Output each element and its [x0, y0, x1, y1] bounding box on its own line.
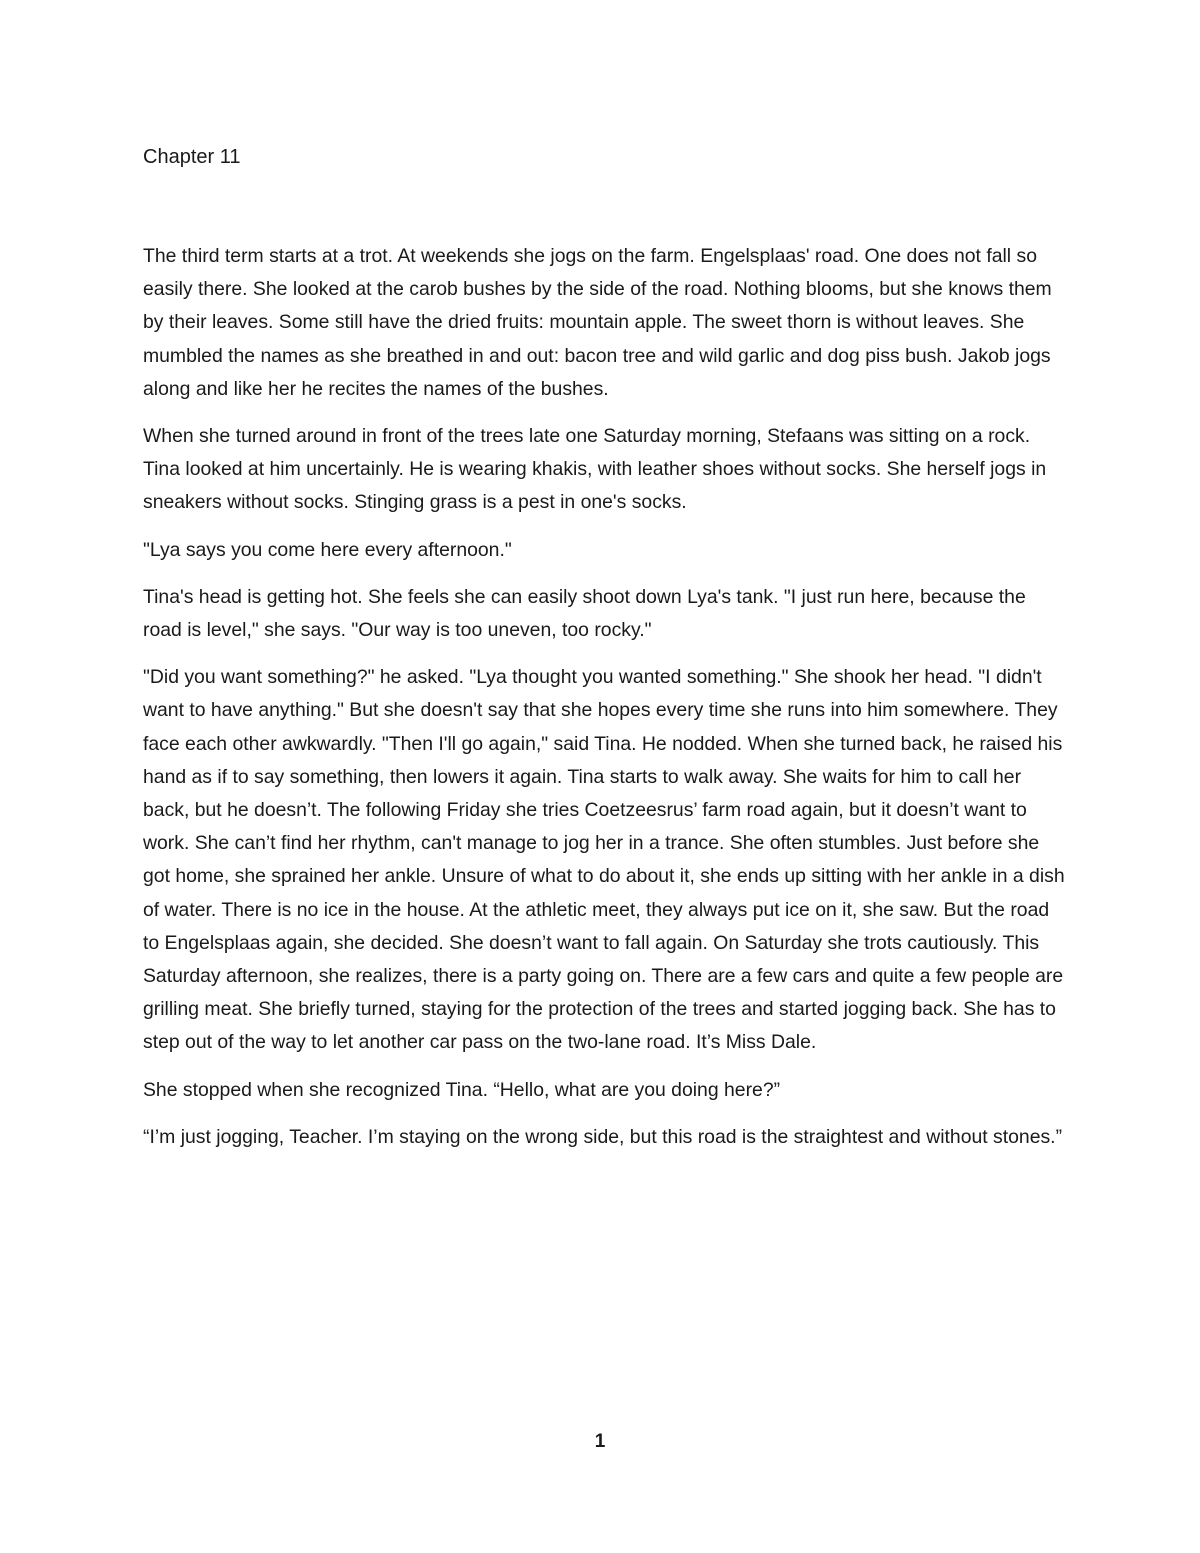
paragraph: She stopped when she recognized Tina. “Hello, what are you doing here?”: [143, 1078, 781, 1101]
paragraph: "Lya says you come here every afternoon.": [143, 538, 512, 561]
paragraph: “I’m just jogging, Teacher. I’m staying on the wrong side, but this road is the straightest and without stones.”: [143, 1125, 1063, 1148]
paragraph: When she turned around in front of the trees late one Saturday morning, Stefaans was sitting on a rock. Tina looked at him uncertainly. He is wearing khakis, with leather shoes without socks. She herself jogs in sneakers without socks. Stinging grass is a pest in one's socks.: [143, 425, 1047, 514]
paragraph: Tina's head is getting hot. She feels she can easily shoot down Lya's tank. "I just run here, because the road is level," she says. "Our way is too uneven, too rocky.": [143, 585, 1026, 642]
paragraph: "Did you want something?" he asked. "Lya thought you wanted something." She shook her head. "I didn't want to have anything." But she doesn't say that she hopes every time she runs into him somewhere. They face each other awkwardly. "Then I'll go again," said Tina. He nodded. When she turned back, he raised his hand as if to say something, then lowers it again. Tina starts to walk away. She waits for him to call her back, but he doesn’t. The following Friday she tries Coetzeesrus’ farm road again, but it doesn’t want to work. She can’t find her rhythm, can't manage to jog her in a trance. She often stumbles. Just before she got home, she sprained her ankle. Unsure of what to do about it, she ends up sitting with her ankle in a dish of water. There is no ice in the house. At the athletic meet, they always put ice on it, she saw. But the road to Engelsplaas again, she decided. She doesn’t want to fall again. On Saturday she trots cautiously. This Saturday afternoon, she realizes, there is a party going on. There are a few cars and quite a few people are grilling meat. She briefly turned, staying for the protection of the trees and started jogging back. She has to step out of the way to let another car pass on the two-lane road. It’s Miss Dale.: [143, 666, 1065, 1054]
paragraph: The third term starts at a trot. At weekends she jogs on the farm. Engelsplaas' road. One does not fall so easily there. She looked at the carob bushes by the side of the road. Nothing blooms, but she knows them by their leaves. Some still have the dried fruits: mountain apple. The sweet thorn is without leaves. She mumbled the names as she breathed in and out: bacon tree and wild garlic and dog piss bush. Jakob jogs along and like her he recites the names of the bushes.: [143, 245, 1052, 400]
page-number: 1: [594, 1431, 606, 1452]
chapter-body: [143, 240, 1065, 1168]
chapter-title: Chapter 11: [143, 146, 241, 168]
